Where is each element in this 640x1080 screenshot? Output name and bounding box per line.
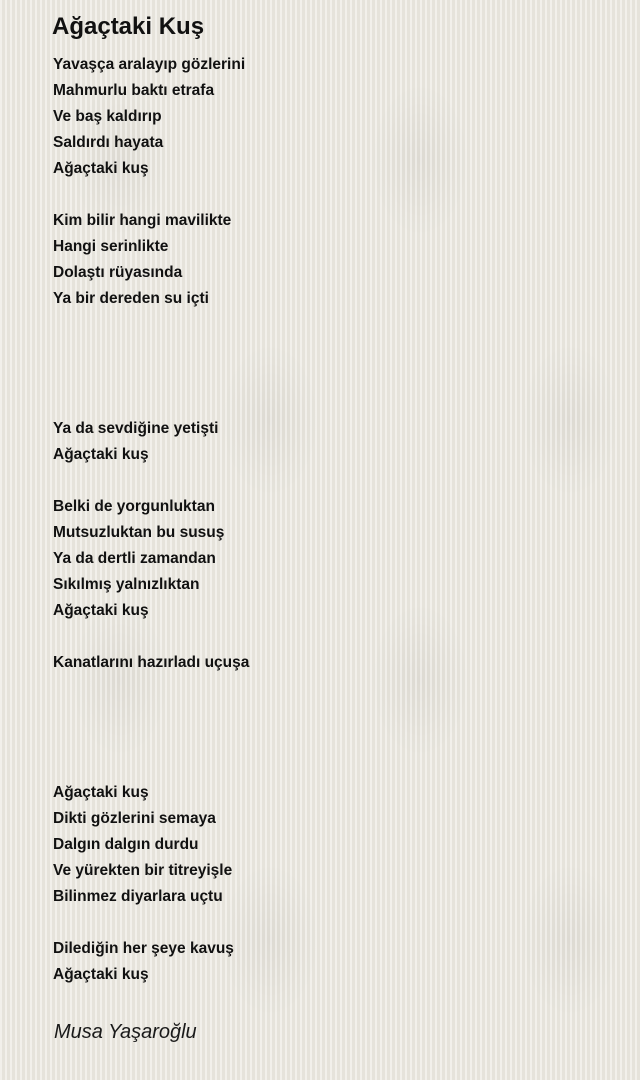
poem-line: Yavaşça aralayıp gözlerini bbox=[53, 56, 246, 73]
stanza-break bbox=[53, 624, 249, 650]
stanza-break-large bbox=[53, 312, 249, 416]
poem-line: Ağaçtaki kuş bbox=[53, 602, 149, 619]
poem-line: Dilediğin her şeye kavuş bbox=[53, 940, 234, 957]
poem-line: Mutsuzluktan bu susuş bbox=[53, 524, 225, 541]
poem-line: Ağaçtaki kuş bbox=[53, 784, 149, 801]
poem-line: Kanatlarını hazırladı uçuşa bbox=[53, 654, 250, 671]
poem-line: Ya da dertli zamandan bbox=[53, 550, 216, 567]
poem-line: Ya da sevdiğine yetişti bbox=[53, 420, 219, 437]
poem-line: Ağaçtaki kuş bbox=[53, 446, 149, 463]
poem-line: Ağaçtaki kuş bbox=[53, 966, 149, 983]
stanza-1 bbox=[53, 52, 249, 182]
poem-line: Ve baş kaldırıp bbox=[53, 108, 162, 125]
poem-line: Ve yürekten bir titreyişle bbox=[53, 862, 233, 879]
poem-line: Ağaçtaki kuş bbox=[53, 160, 149, 177]
poem-line: Sıkılmış yalnızlıktan bbox=[53, 576, 200, 593]
stanza-3 bbox=[53, 416, 249, 468]
stanza-5 bbox=[53, 650, 249, 676]
poem-line: Dalgın dalgın durdu bbox=[53, 836, 199, 853]
poem-line: Dolaştı rüyasında bbox=[53, 264, 183, 281]
stanza-break-large bbox=[53, 676, 249, 780]
stanza-2 bbox=[53, 208, 249, 312]
poem-line: Bilinmez diyarlara uçtu bbox=[53, 888, 223, 905]
stanza-7 bbox=[53, 936, 249, 988]
poem-line: Ya bir dereden su içti bbox=[53, 290, 209, 307]
poem-author: Musa Yaşaroğlu bbox=[54, 1021, 197, 1043]
stanza-6 bbox=[53, 780, 249, 910]
poem-body bbox=[53, 52, 249, 988]
stanza-break bbox=[53, 910, 249, 936]
stanza-break bbox=[53, 182, 249, 208]
stanza-4 bbox=[53, 494, 249, 624]
poem-title: Ağaçtaki Kuş bbox=[52, 13, 205, 40]
poem-line: Mahmurlu baktı etrafa bbox=[53, 82, 215, 99]
poem-line: Belki de yorgunluktan bbox=[53, 498, 215, 515]
poem-line: Saldırdı hayata bbox=[53, 134, 164, 151]
poem-line: Hangi serinlikte bbox=[53, 238, 169, 255]
stanza-break bbox=[53, 468, 249, 494]
poem-line: Dikti gözlerini semaya bbox=[53, 810, 216, 827]
poem-line: Kim bilir hangi mavilikte bbox=[53, 212, 232, 229]
